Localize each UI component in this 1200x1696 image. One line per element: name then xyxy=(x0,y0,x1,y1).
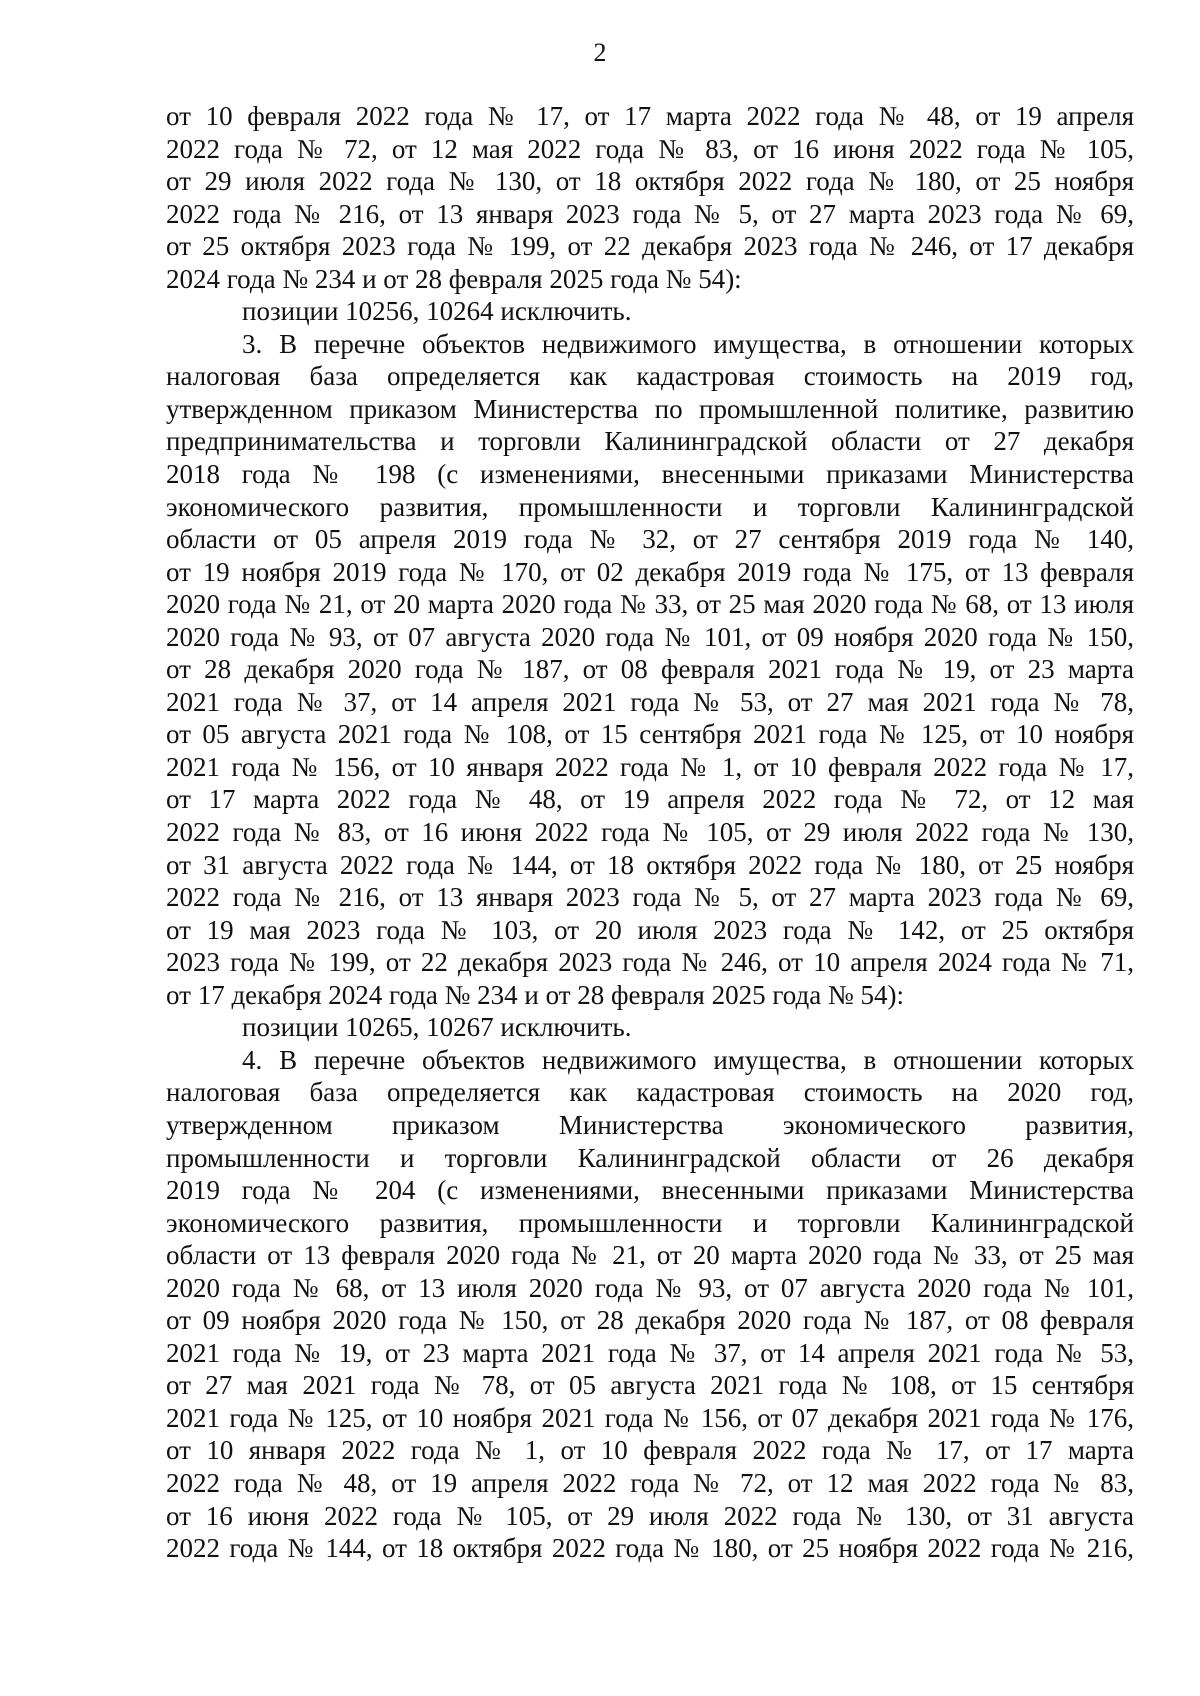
text-line: 2022 года № 72, от 12 мая 2022 года № 83, от 16 июня 2022 года № 105, xyxy=(166,133,1134,164)
text-line: 4. В перечне объектов недвижимого имущества, в отношении которых xyxy=(242,1044,1134,1075)
text-line: налоговая база определяется как кадастровая стоимость на 2020 год, xyxy=(166,1077,1134,1108)
text-line: позиции 10265, 10267 исключить. xyxy=(242,1012,632,1043)
text-line: от 19 ноября 2019 года № 170, от 02 декабря 2019 года № 175, от 13 февраля xyxy=(166,556,1134,587)
text-line: 2022 года № 216, от 13 января 2023 года № 5, от 27 марта 2023 года № 69, xyxy=(166,882,1134,913)
text-line: 2021 года № 125, от 10 ноября 2021 года № 156, от 07 декабря 2021 года № 176, xyxy=(166,1402,1134,1433)
text-line: от 29 июля 2022 года № 130, от 18 октября 2022 года № 180, от 25 ноября xyxy=(166,166,1134,197)
text-line: 2021 года № 19, от 23 марта 2021 года № 37, от 14 апреля 2021 года № 53, xyxy=(166,1337,1134,1368)
text-line: 2018 года № 198 (с изменениями, внесенными приказами Министерства xyxy=(166,459,1134,490)
text-line: от 17 марта 2022 года № 48, от 19 апреля 2022 года № 72, от 12 мая xyxy=(166,784,1134,815)
text-line: 2024 года № 234 и от 28 февраля 2025 года № 54): xyxy=(166,263,742,294)
text-line: от 19 мая 2023 года № 103, от 20 июля 2023 года № 142, от 25 октября xyxy=(166,914,1134,945)
text-line: промышленности и торговли Калининградской области от 26 декабря xyxy=(166,1142,1134,1173)
text-line: 2022 года № 48, от 19 апреля 2022 года № 72, от 12 мая 2022 года № 83, xyxy=(166,1467,1134,1498)
text-line: утвержденном приказом Министерства по промышленной политике, развитию xyxy=(166,393,1134,424)
text-line: от 17 декабря 2024 года № 234 и от 28 февраля 2025 года № 54): xyxy=(166,979,904,1010)
text-line: от 31 августа 2022 года № 144, от 18 октября 2022 года № 180, от 25 ноября xyxy=(166,849,1134,880)
text-line: позиции 10256, 10264 исключить. xyxy=(242,296,632,327)
text-line: 2019 года № 204 (с изменениями, внесенными приказами Министерства xyxy=(166,1175,1134,1206)
document-body xyxy=(166,100,1134,1565)
text-line: области от 13 февраля 2020 года № 21, от 20 марта 2020 года № 33, от 25 мая xyxy=(166,1240,1134,1271)
text-line: 2022 года № 83, от 16 июня 2022 года № 105, от 29 июля 2022 года № 130, xyxy=(166,817,1134,848)
text-line: от 27 мая 2021 года № 78, от 05 августа 2021 года № 108, от 15 сентября xyxy=(166,1370,1134,1401)
text-line: 2020 года № 68, от 13 июля 2020 года № 93, от 07 августа 2020 года № 101, xyxy=(166,1272,1134,1303)
text-line: от 28 декабря 2020 года № 187, от 08 февраля 2021 года № 19, от 23 марта xyxy=(166,654,1134,685)
text-line: от 10 февраля 2022 года № 17, от 17 марта 2022 года № 48, от 19 апреля xyxy=(166,101,1134,131)
text-line: 2022 года № 144, от 18 октября 2022 года № 180, от 25 ноября 2022 года № 216, xyxy=(166,1533,1134,1564)
text-line: от 16 июня 2022 года № 105, от 29 июля 2022 года № 130, от 31 августа xyxy=(166,1500,1134,1531)
text-line: от 05 августа 2021 года № 108, от 15 сентября 2021 года № 125, от 10 ноября xyxy=(166,719,1134,750)
text-line: утвержденном приказом Министерства экономического развития, xyxy=(166,1109,1134,1140)
text-line: 2023 года № 199, от 22 декабря 2023 года № 246, от 10 апреля 2024 года № 71, xyxy=(166,947,1134,978)
text-line: 2020 года № 21, от 20 марта 2020 года № 33, от 25 мая 2020 года № 68, от 13 июля xyxy=(166,589,1134,620)
text-line: от 25 октября 2023 года № 199, от 22 декабря 2023 года № 246, от 17 декабря xyxy=(166,231,1134,262)
text-line: экономического развития, промышленности и торговли Калининградской xyxy=(166,491,1134,522)
text-line: от 10 января 2022 года № 1, от 10 февраля 2022 года № 17, от 17 марта xyxy=(166,1435,1134,1466)
text-line: экономического развития, промышленности и торговли Калининградской xyxy=(166,1207,1134,1238)
text-line: налоговая база определяется как кадастровая стоимость на 2019 год, xyxy=(166,361,1134,392)
text-line: 2020 года № 93, от 07 августа 2020 года № 101, от 09 ноября 2020 года № 150, xyxy=(166,621,1134,652)
text-line: от 09 ноября 2020 года № 150, от 28 декабря 2020 года № 187, от 08 февраля xyxy=(166,1305,1134,1336)
text-line: 2021 года № 156, от 10 января 2022 года № 1, от 10 февраля 2022 года № 17, xyxy=(166,751,1134,782)
text-line: 3. В перечне объектов недвижимого имущества, в отношении которых xyxy=(242,328,1134,359)
text-line: 2021 года № 37, от 14 апреля 2021 года № 53, от 27 мая 2021 года № 78, xyxy=(166,686,1134,717)
page-number: 2 xyxy=(593,38,607,67)
text-line: области от 05 апреля 2019 года № 32, от 27 сентября 2019 года № 140, xyxy=(166,524,1134,555)
text-line: предпринимательства и торговли Калининградской области от 27 декабря xyxy=(166,426,1134,457)
text-line: 2022 года № 216, от 13 января 2023 года № 5, от 27 марта 2023 года № 69, xyxy=(166,198,1134,229)
